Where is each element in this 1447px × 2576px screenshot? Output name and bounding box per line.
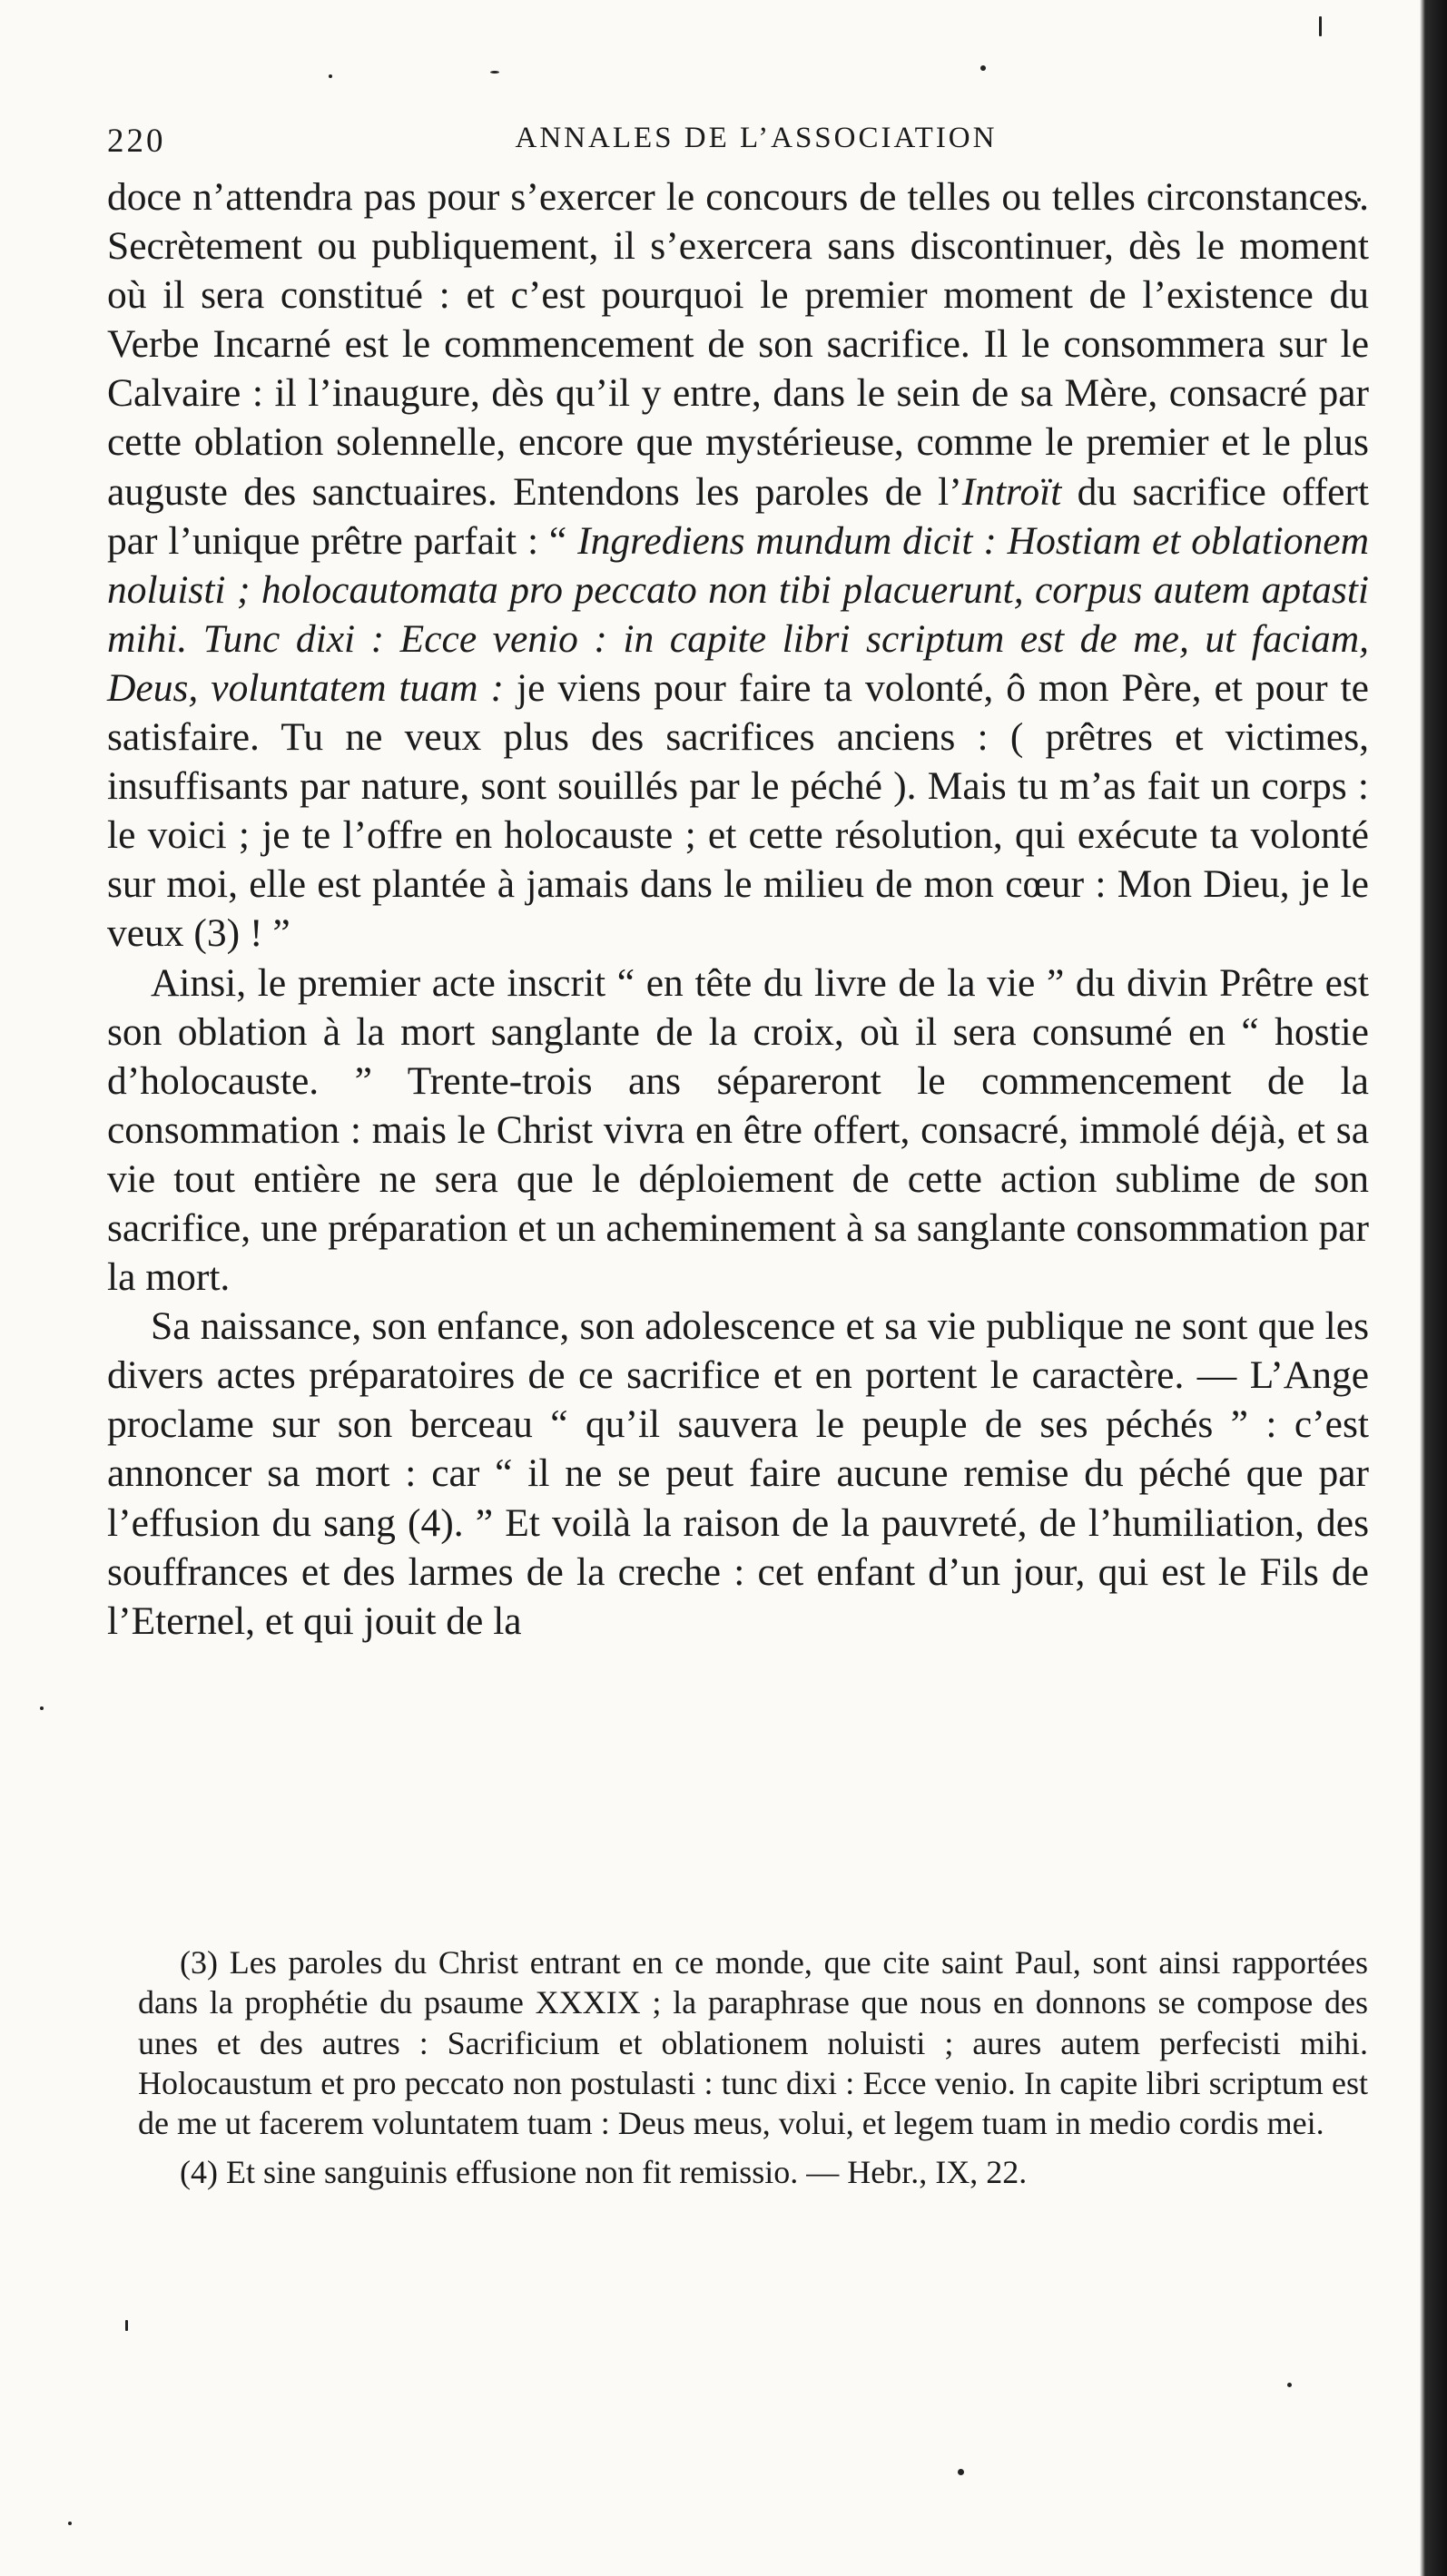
latin-quotation: Ingrediens mundum dicit : Hostiam et oblationem noluisti ; holocautomata pro peccato non tibi placuerunt, corpus autem aptasti mihi. Tunc dixi : Ecce venio : in capite libri scriptum est de me, ut faciam, Deus, voluntatem tuam :	[107, 518, 1369, 710]
print-speck	[329, 74, 332, 78]
print-speck	[980, 65, 986, 71]
paragraph: Sa naissance, son enfance, son adolescence et sa vie publique ne sont que les divers actes préparatoires de ce sacrifice et en portent le caractère. — L’Ange proclame sur son berceau “ qu’il sauvera le peuple de ses péchés ” : c’est annoncer sa mort : car “ il ne se peut faire aucune remise du péché que par l’effusion du sang (4). ” Et voilà la raison de la pauvreté, de l’humiliation, des souffrances et des larmes de la creche : cet enfant d’un jour, qui est le Fils de l’Eternel, et qui jouit de la	[107, 1304, 1369, 1643]
running-title: ANNALES DE L’ASSOCIATION	[515, 122, 998, 154]
print-speck	[40, 1706, 44, 1710]
introit-word: Introït	[961, 469, 1062, 514]
paragraph	[107, 172, 1369, 959]
text-run: je viens pour faire ta volonté, ô mon Père, et pour te satisfaire. Tu ne veux plus des sacrifices anciens : ( prêtres et victimes, insuffisants par nature, sont souillés par le péché ). Mais tu m’as fait un corps : le voici ; je te l’offre en holocauste ; et cette résolution, qui exécute ta volonté sur moi, elle est plantée à jamais dans le milieu de mon cœur : Mon Dieu, je le veux (3) ! ”	[107, 665, 1369, 956]
page-number: 220	[107, 123, 166, 160]
footnotes	[138, 1942, 1368, 2193]
text-run: doce n’attendra pas pour s’exercer le concours de telles ou telles circonstances. Secrètement ou publiquement, il s’exercera sans discontinuer, dès le moment où il sera constitué : et c’est pourquoi le premier moment de l’existence du Verbe Incarné est le commencement de son sacrifice. Il le consommera sur le Calvaire : il l’inaugure, dès qu’il y entre, dans le sein de sa Mère, consacré par cette oblation solennelle, encore que mystérieuse, comme le premier et le plus auguste des sanctuaires. Entendons les paroles de l’	[107, 175, 1369, 514]
paragraph: Ainsi, le premier acte inscrit “ en tête du livre de la vie ” du divin Prêtre est son oblation à la mort sanglante de la croix, où il sera consumé en “ hostie d’holocauste. ” Trente-trois ans sépareront le commencement de la consommation : mais le Christ vivra en être offert, consacré, immolé déjà, et sa vie tout entière ne sera que le déploiement de cette action sublime de son sacrifice, une préparation et un acheminement à sa sanglante consommation par la mort.	[107, 960, 1369, 1300]
footnote-4: (4) Et sine sanguinis effusione non fit remissio. — Hebr., IX, 22.	[180, 2154, 1028, 2191]
page-edge-shadow	[1420, 0, 1447, 2576]
text-run: du sacrifice offert par l’unique prêtre parfait : “	[107, 469, 1369, 563]
page-header	[107, 116, 1369, 171]
print-speck	[958, 2469, 964, 2475]
footnote-3: (3) Les paroles du Christ entrant en ce monde, que cite saint Paul, sont ainsi rapportées dans la prophétie du psaume XXXIX ; la paraphrase que nous en donnons se compose des unes et des autres : Sacrificium et oblationem noluisti ; aures autem perfecisti mihi. Holocaustum et pro peccato non postulasti : tunc dixi : Ecce venio. In capite libri scriptum est de me ut facerem voluntatem tuam : Deus meus, volui, et legem tuam in medio cordis mei.	[138, 1944, 1368, 2142]
print-speck	[490, 71, 499, 74]
print-speck	[68, 2522, 72, 2525]
main-text	[107, 172, 1369, 1646]
print-speck	[1319, 16, 1322, 36]
print-speck	[125, 2320, 128, 2331]
print-speck	[1287, 2383, 1292, 2387]
